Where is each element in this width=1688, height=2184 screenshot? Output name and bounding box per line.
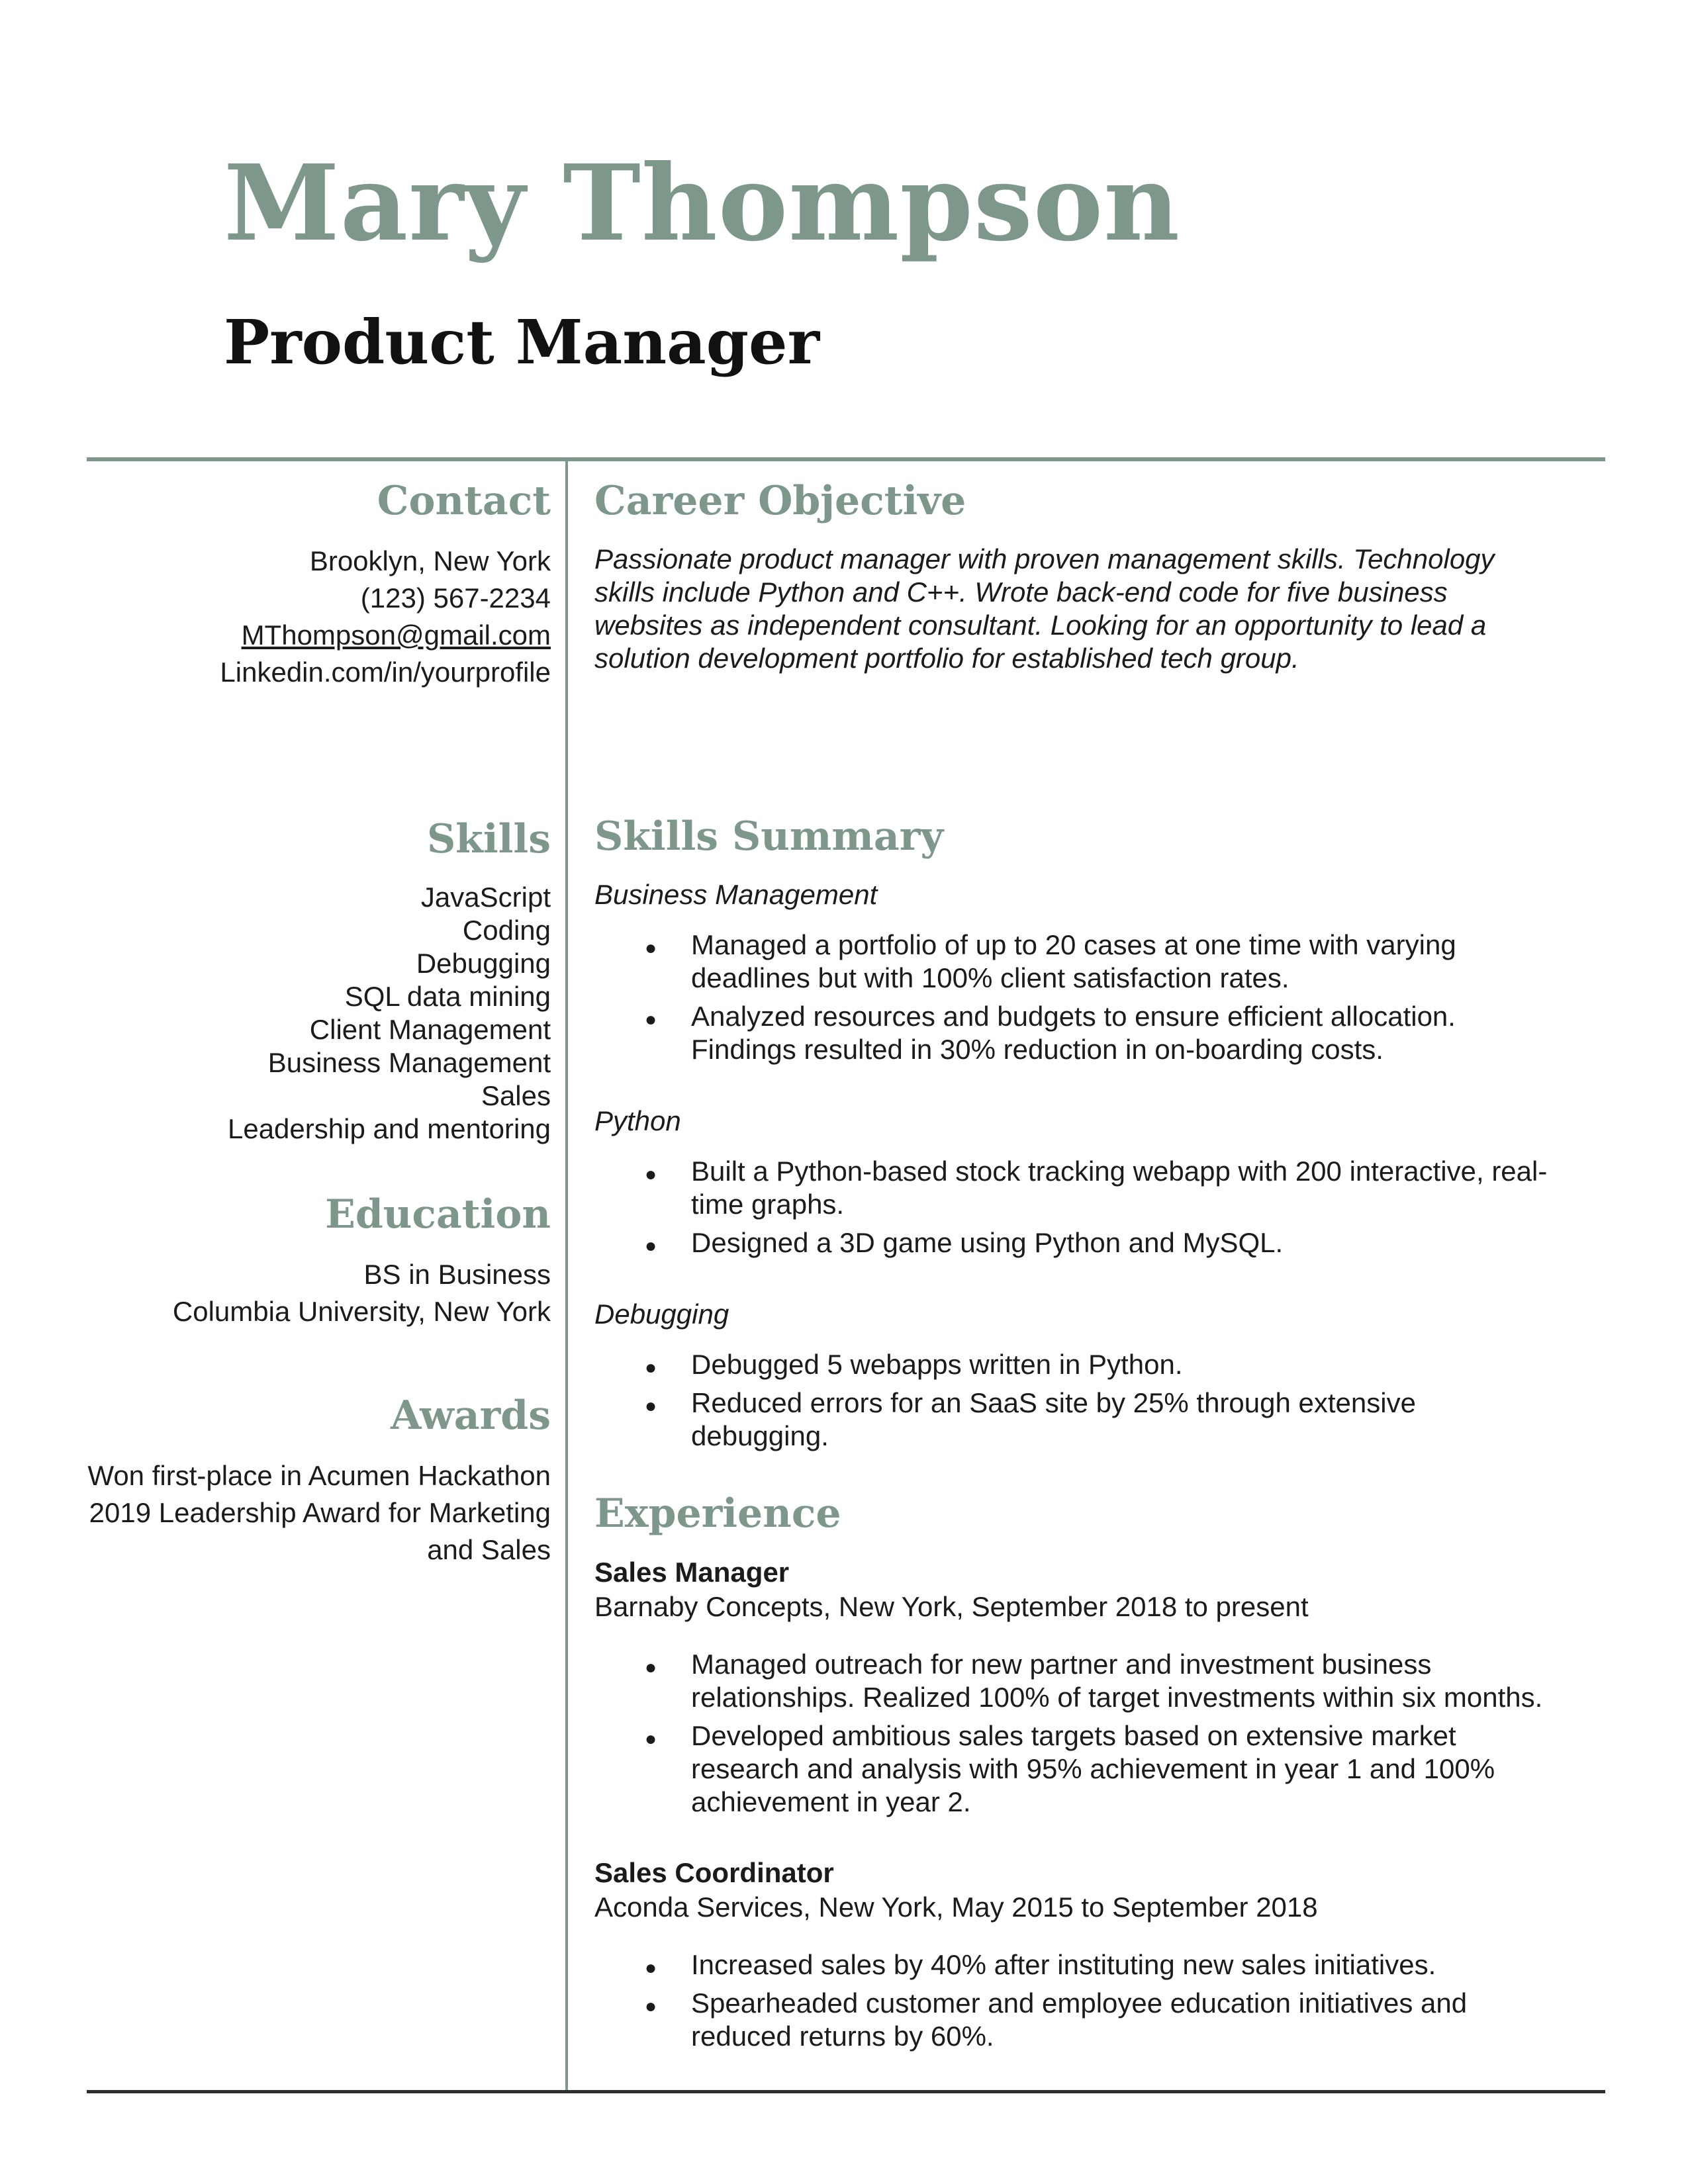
person-job-title: Product Manager bbox=[224, 306, 820, 378]
education-heading: Education bbox=[325, 1191, 551, 1238]
contact-heading: Contact bbox=[377, 478, 551, 525]
skills-heading: Skills bbox=[426, 816, 551, 863]
bullet-icon bbox=[645, 929, 657, 965]
skill-group-bullets bbox=[594, 1348, 1559, 1453]
education-school: Columbia University, New York bbox=[172, 1296, 551, 1328]
contact-location: Brooklyn, New York bbox=[309, 545, 551, 577]
job-title: Sales Coordinator bbox=[594, 1857, 834, 1889]
sidebar bbox=[87, 461, 565, 2090]
contact-section bbox=[87, 478, 551, 691]
award-item: 2019 Leadership Award for Marketing and Sales bbox=[89, 1497, 551, 1566]
bullet-item bbox=[594, 1000, 1559, 1066]
header bbox=[0, 0, 1688, 378]
bottom-divider-rule bbox=[87, 2090, 1605, 2093]
bullet-item bbox=[594, 1226, 1559, 1259]
skill-item: Debugging bbox=[416, 948, 551, 979]
bullet-item bbox=[594, 1948, 1559, 1981]
contact-email-link[interactable]: MThompson@gmail.com bbox=[241, 619, 551, 651]
contact-phone: (123) 567-2234 bbox=[360, 582, 551, 614]
bullet-icon bbox=[645, 1648, 657, 1684]
skill-item: JavaScript bbox=[420, 882, 551, 913]
job-meta: Aconda Services, New York, May 2015 to September 2018 bbox=[594, 1891, 1318, 1923]
contact-linkedin: Linkedin.com/in/yourprofile bbox=[220, 657, 551, 688]
education-section bbox=[87, 1192, 551, 1330]
awards-section bbox=[87, 1393, 551, 1569]
skills-summary-section bbox=[594, 814, 1559, 1453]
bullet-icon bbox=[645, 1348, 657, 1385]
bullet-text: Built a Python-based stock tracking webapp with 200 interactive, real-time graphs. bbox=[691, 1156, 1548, 1220]
bullet-text: Increased sales by 40% after instituting new sales initiatives. bbox=[691, 1949, 1436, 1981]
bullet-item bbox=[594, 1155, 1559, 1221]
skill-group-bullets bbox=[594, 929, 1559, 1066]
skill-item: Client Management bbox=[309, 1014, 551, 1046]
career-objective-heading: Career Objective bbox=[594, 478, 966, 525]
main-content bbox=[568, 461, 1605, 2090]
skill-item: Coding bbox=[462, 915, 551, 946]
bullet-item bbox=[594, 1387, 1559, 1453]
experience-section bbox=[594, 1491, 1559, 2053]
experience-heading: Experience bbox=[594, 1490, 841, 1537]
career-objective-text: Passionate product manager with proven management skills. Technology skills include Python and C++. Wrote back-end code for five business websites as independent consultant. Looking for an opportunity to lead a solution development portfolio for established tech group. bbox=[594, 543, 1495, 674]
bullet-icon bbox=[645, 1226, 657, 1263]
skills-summary-heading: Skills Summary bbox=[594, 813, 944, 860]
skill-group-bullets bbox=[594, 1155, 1559, 1259]
skill-group-python bbox=[594, 1105, 1559, 1259]
bullet-text: Debugged 5 webapps written in Python. bbox=[691, 1349, 1183, 1381]
skill-group-label: Python bbox=[594, 1105, 681, 1137]
career-objective-section bbox=[594, 478, 1559, 675]
skill-group-label: Business Management bbox=[594, 879, 878, 911]
job-title: Sales Manager bbox=[594, 1557, 790, 1588]
bullet-text: Reduced errors for an SaaS site by 25% through extensive debugging. bbox=[691, 1387, 1416, 1452]
bullet-item bbox=[594, 1987, 1559, 2053]
skill-item: Sales bbox=[481, 1080, 551, 1112]
skill-item: SQL data mining bbox=[344, 981, 551, 1013]
skill-group-label: Debugging bbox=[594, 1298, 729, 1330]
contact-email-line bbox=[87, 617, 551, 654]
bullet-icon bbox=[645, 1000, 657, 1036]
bullet-icon bbox=[645, 1948, 657, 1985]
bullet-item bbox=[594, 1719, 1559, 1819]
bullet-text: Spearheaded customer and employee education initiatives and reduced returns by 60%. bbox=[691, 1987, 1468, 2052]
content-columns bbox=[87, 461, 1605, 2090]
skills-section bbox=[87, 817, 551, 1146]
job-bullets bbox=[594, 1648, 1559, 1819]
education-degree: BS in Business bbox=[363, 1259, 551, 1291]
bullet-item bbox=[594, 929, 1559, 995]
job-meta: Barnaby Concepts, New York, September 2018 to present bbox=[594, 1591, 1309, 1623]
award-item: Won first-place in Acumen Hackathon bbox=[87, 1460, 551, 1492]
bullet-text: Developed ambitious sales targets based on extensive market research and analysis with 95% achievement in year 1 and 100% achievement in year 2. bbox=[691, 1720, 1495, 1818]
bullet-text: Managed outreach for new partner and investment business relationships. Realized 100% of target investments within six months. bbox=[691, 1649, 1543, 1713]
job-sales-manager bbox=[594, 1555, 1559, 1819]
skill-group-business-management bbox=[594, 878, 1559, 1066]
job-sales-coordinator bbox=[594, 1856, 1559, 2053]
bullet-text: Analyzed resources and budgets to ensure efficient allocation. Findings resulted in 30% reduction in on-boarding costs. bbox=[691, 1001, 1456, 1066]
skill-group-debugging bbox=[594, 1298, 1559, 1453]
skill-item: Business Management bbox=[267, 1047, 551, 1079]
bullet-item bbox=[594, 1348, 1559, 1381]
bullet-icon bbox=[645, 1155, 657, 1191]
bullet-item bbox=[594, 1648, 1559, 1714]
bullet-text: Managed a portfolio of up to 20 cases at one time with varying deadlines but with 100% client satisfaction rates. bbox=[691, 929, 1456, 994]
bullet-icon bbox=[645, 1387, 657, 1423]
bullet-text: Designed a 3D game using Python and MySQL. bbox=[691, 1227, 1284, 1259]
bullet-icon bbox=[645, 1719, 657, 1756]
job-bullets bbox=[594, 1948, 1559, 2053]
bullet-icon bbox=[645, 1987, 657, 2023]
skill-item: Leadership and mentoring bbox=[227, 1113, 551, 1145]
awards-heading: Awards bbox=[391, 1392, 551, 1439]
person-name: Mary Thompson bbox=[224, 142, 1181, 265]
